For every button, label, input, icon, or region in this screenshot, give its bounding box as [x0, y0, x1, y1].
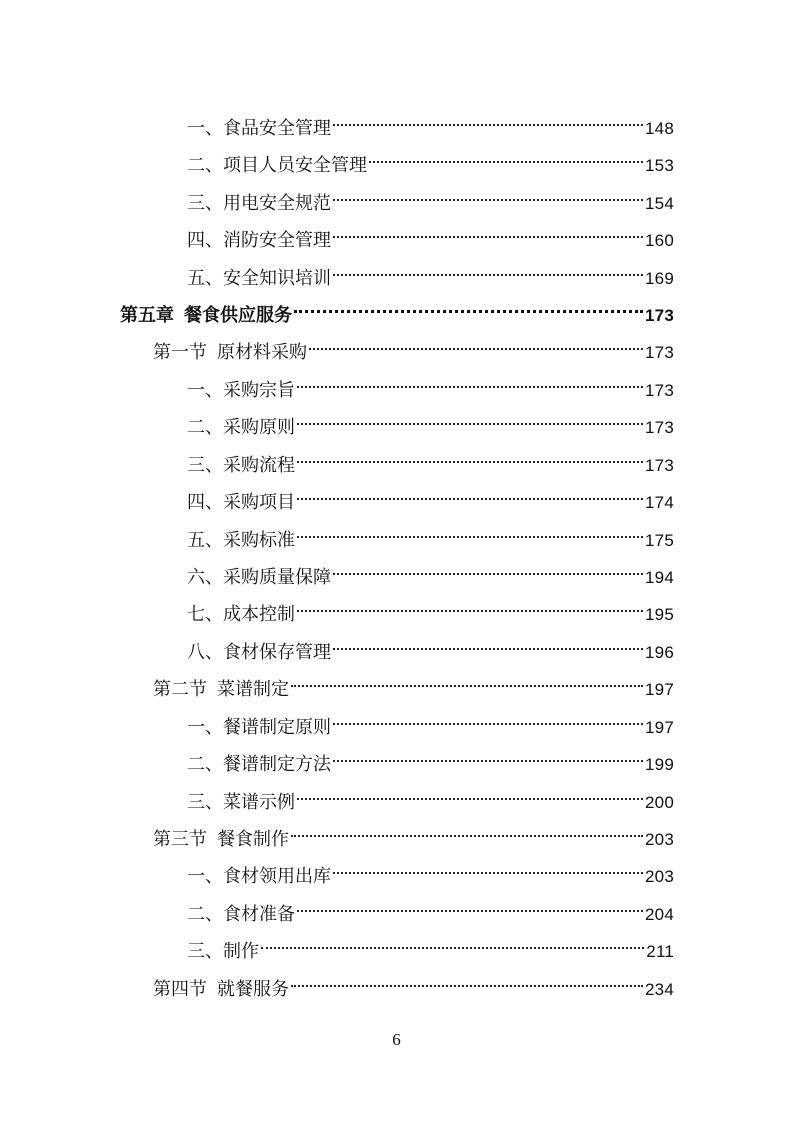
toc-entry-title: 八、食材保存管理 — [187, 642, 331, 662]
toc-entry-title: 七、成本控制 — [187, 604, 295, 624]
toc-entry-page: 234 — [645, 980, 674, 999]
toc-entry-title: 三、用电安全规范 — [187, 193, 331, 213]
toc-entry-page: 196 — [645, 643, 674, 662]
dot-leader — [333, 628, 643, 658]
toc-entry-page: 203 — [645, 830, 674, 849]
toc-entry-title: 第四节 就餐服务 — [153, 979, 290, 999]
toc-entry-title: 一、采购宗旨 — [187, 380, 295, 400]
toc-entry-title: 二、项目人员安全管理 — [187, 155, 367, 175]
dot-leader — [297, 441, 643, 471]
toc-section-entry[interactable] — [153, 665, 674, 699]
dot-leader — [261, 927, 644, 957]
toc-entry[interactable] — [187, 890, 674, 924]
toc-entry[interactable] — [187, 216, 674, 250]
toc-entry-title: 第三节 餐食制作 — [153, 829, 290, 849]
dot-leader — [297, 516, 643, 546]
toc-entry[interactable] — [187, 478, 674, 512]
dot-leader — [297, 403, 643, 433]
toc-entry-title: 六、采购质量保障 — [187, 567, 331, 587]
toc-entry-page: 197 — [645, 680, 674, 699]
toc-entry-page: 174 — [645, 493, 674, 512]
dot-leader — [333, 852, 643, 882]
toc-entry-page: 173 — [645, 343, 674, 362]
toc-entry-title: 五、采购标准 — [187, 530, 295, 550]
toc-entry[interactable] — [187, 516, 674, 550]
toc-entry[interactable] — [187, 141, 674, 175]
toc-entry-title: 第一节 原材料采购 — [153, 342, 308, 362]
toc-entry[interactable] — [187, 254, 674, 288]
dot-leader — [297, 478, 643, 508]
toc-entry[interactable] — [187, 778, 674, 812]
toc-entry-title: 二、食材准备 — [187, 904, 295, 924]
toc-entry-page: 169 — [645, 269, 674, 288]
toc-entry-title: 三、菜谱示例 — [187, 792, 295, 812]
toc-entry-page: 197 — [645, 718, 674, 737]
toc-entry[interactable] — [187, 590, 674, 624]
toc-entry-page: 148 — [645, 119, 674, 138]
toc-entry-page: 175 — [645, 531, 674, 550]
dot-leader — [333, 216, 643, 246]
toc-section-entry[interactable] — [153, 815, 674, 849]
toc-chapter-entry[interactable] — [120, 291, 674, 325]
page-number: 6 — [392, 1030, 401, 1049]
toc-entry-page: 199 — [645, 755, 674, 774]
toc-entry-page: 200 — [645, 793, 674, 812]
toc-entry-title: 第二节 菜谱制定 — [153, 679, 290, 699]
dot-leader — [333, 179, 643, 209]
toc-entry-page: 203 — [645, 867, 674, 886]
toc-entry-page: 173 — [645, 456, 674, 475]
dot-leader — [297, 590, 643, 620]
toc-entry-title: 一、食材领用出库 — [187, 866, 331, 886]
toc-entry[interactable] — [187, 927, 674, 961]
toc-entry[interactable] — [187, 740, 674, 774]
toc-section-entry[interactable] — [153, 965, 674, 999]
toc-entry-page: 195 — [645, 605, 674, 624]
toc-entry-page: 154 — [645, 194, 674, 213]
toc-entry-page: 173 — [645, 418, 674, 437]
toc-entry-page: 153 — [645, 156, 674, 175]
toc-entry-page: 173 — [645, 306, 674, 325]
toc-entry-title: 一、餐谱制定原则 — [187, 717, 331, 737]
dot-leader — [333, 703, 643, 733]
dot-leader — [297, 778, 643, 808]
dot-leader — [369, 141, 643, 171]
dot-leader — [291, 965, 643, 995]
dot-leader — [297, 366, 643, 396]
toc-entry-title: 二、采购原则 — [187, 417, 295, 437]
dot-leader — [333, 553, 643, 583]
toc-entry[interactable] — [187, 703, 674, 737]
dot-leader — [333, 740, 643, 770]
toc-entry-title: 三、制作 — [187, 941, 259, 961]
toc-entry-title: 第五章 餐食供应服务 — [120, 305, 293, 325]
toc-entry-page: 173 — [645, 381, 674, 400]
dot-leader — [294, 291, 643, 321]
toc-entry[interactable] — [187, 104, 674, 138]
toc-entry-page: 211 — [646, 942, 674, 961]
toc-entry[interactable] — [187, 366, 674, 400]
toc-entry-title: 二、餐谱制定方法 — [187, 754, 331, 774]
toc-entry-title: 一、食品安全管理 — [187, 118, 331, 138]
toc-section-entry[interactable] — [153, 328, 674, 362]
dot-leader — [333, 104, 643, 134]
dot-leader — [291, 815, 643, 845]
toc-entry-title: 四、采购项目 — [187, 492, 295, 512]
toc-entry-title: 五、安全知识培训 — [187, 268, 331, 288]
toc-entry-title: 四、消防安全管理 — [187, 230, 331, 250]
toc-entry-page: 194 — [645, 568, 674, 587]
toc-entry-page: 160 — [645, 231, 674, 250]
toc-entry[interactable] — [187, 553, 674, 587]
toc-entry[interactable] — [187, 628, 674, 662]
dot-leader — [297, 890, 643, 920]
dot-leader — [291, 665, 643, 695]
dot-leader — [333, 254, 643, 284]
toc-entry[interactable] — [187, 852, 674, 886]
toc-entry[interactable] — [187, 179, 674, 213]
dot-leader — [309, 328, 643, 358]
toc-entry-page: 204 — [645, 905, 674, 924]
toc-entry-title: 三、采购流程 — [187, 455, 295, 475]
toc-entry[interactable] — [187, 403, 674, 437]
toc-entry[interactable] — [187, 441, 674, 475]
